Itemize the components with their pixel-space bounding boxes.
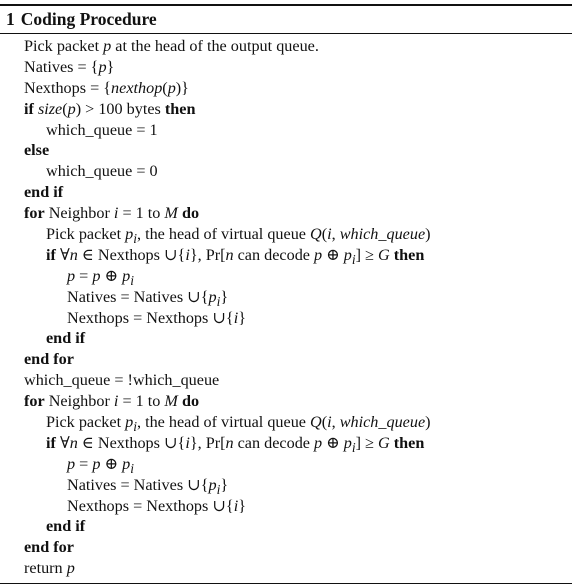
pseudocode-line: which_queue = !which_queue bbox=[24, 371, 220, 390]
pseudocode-line: end if bbox=[46, 517, 86, 536]
pseudocode-line: else bbox=[24, 141, 50, 160]
pseudocode-line: Natives = {p} bbox=[24, 57, 115, 76]
pseudocode-line: end if bbox=[24, 183, 64, 202]
algorithm-block bbox=[0, 4, 572, 584]
pseudocode-line: end if bbox=[46, 329, 86, 348]
pseudocode-line: which_queue = 1 bbox=[46, 120, 158, 139]
pseudocode-line: which_queue = 0 bbox=[46, 162, 158, 181]
pseudocode-line: Nexthops = {nexthop(p)} bbox=[24, 78, 189, 97]
pseudocode-line: Pick packet $p_i$, the head of virtual queue Q(i, which_queue) bbox=[46, 225, 431, 247]
pseudocode-line: if ∀n ∈ Nexthops ∪{i}, Pr[n can decode p ⊕ $p_i] \ge G$ then bbox=[46, 245, 425, 268]
pseudocode-line: p = p ⊕ $p_i$ bbox=[67, 454, 134, 477]
pseudocode-line: end for bbox=[24, 538, 74, 557]
pseudocode-line: return p bbox=[24, 559, 75, 578]
pseudocode-line: Pick packet p at the head of the output queue. bbox=[24, 37, 319, 55]
pseudocode-line: Natives = Natives $\cup\{p_i\}$ bbox=[67, 475, 229, 497]
pseudocode-line: end for bbox=[24, 350, 74, 369]
pseudocode-line: if size(p) > 100 bytes then bbox=[24, 99, 196, 118]
pseudocode-line: p = p ⊕ $p_i$ bbox=[67, 266, 134, 289]
algorithm-number: 1 bbox=[6, 9, 15, 29]
pseudocode-line: Nexthops = Nexthops ∪{i} bbox=[67, 308, 246, 327]
bottom-rule bbox=[0, 583, 572, 584]
pseudocode-line: for Neighbor i = 1 to M do bbox=[24, 204, 200, 223]
algorithm-header bbox=[0, 6, 572, 33]
pseudocode-line: if ∀n ∈ Nexthops ∪{i}, Pr[n can decode p ⊕ $p_i] \ge G$ then bbox=[46, 433, 425, 456]
pseudocode-line: Nexthops = Nexthops ∪{i} bbox=[67, 496, 246, 515]
algorithm-body bbox=[0, 34, 572, 579]
pseudocode-line: Pick packet $p_i$, the head of virtual queue Q(i, which_queue) bbox=[46, 413, 431, 435]
pseudocode-line: Natives = Natives $\cup\{p_i\}$ bbox=[67, 287, 229, 309]
pseudocode-line: for Neighbor i = 1 to M do bbox=[24, 392, 200, 411]
algorithm-title: Coding Procedure bbox=[20, 9, 157, 29]
